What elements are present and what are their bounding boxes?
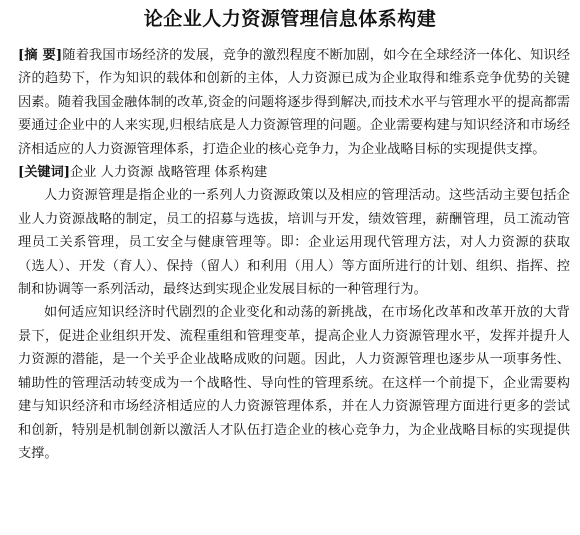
abstract-paragraph bbox=[18, 44, 570, 161]
keywords-line bbox=[18, 161, 570, 184]
document-body bbox=[18, 44, 570, 465]
body-paragraph-1: 人力资源管理是指企业的一系列人力资源政策以及相应的管理活动。这些活动主要包括企业人力资源战略的制定，员工的招募与选拔，培训与开发，绩效管理，薪酬管理，员工流动管理员工关系管理，员工安全与健康管理等。即：企业运用现代管理方法，对人力资源的获取（选人）、开发（育人）、保持（留人）和利用（用人）等方面所进行的计划、组织、指挥、控制和协调等一系列活动，最终达到实现企业发展目标的一种管理行为。 bbox=[18, 188, 570, 298]
document-title: 论企业人力资源管理信息体系构建 bbox=[143, 8, 437, 30]
keywords-label: [关键词] bbox=[18, 165, 71, 181]
abstract-text: 随着我国市场经济的发展，竞争的激烈程度不断加剧，如今在全球经济一体化、知识经济的趋势下，作为知识的载体和创新的主体，人力资源已成为企业取得和维系竞争优势的关键因素。随着我国金融体制的改革,资金的问题将逐步得到解决,而技术水平与管理水平的提高都需要通过企业中的人来实现,归根结底是人力资源管理的问题。企业需要构建与知识经济和市场经济相适应的人力资源管理体系，打造企业的核心竞争力，为企业战略目标的实现提供支撑。 bbox=[18, 48, 570, 157]
abstract-label: [摘 要] bbox=[18, 48, 63, 63]
keywords-text: 企业 人力资源 战略管理 体系构建 bbox=[70, 165, 268, 181]
body-paragraph-2: 如何适应知识经济时代剧烈的企业变化和动荡的新挑战，在市场化改革和改革开放的大背景下，促进企业组织开发、流程重组和管理变革，提高企业人力资源管理水平，发挥并提升人力资源的潜能，是一个关乎企业战略成败的问题。因此，人力资源管理也逐步从一项事务性、辅助性的管理活动转变成为一个战略性、导向性的管理系统。在这样一个前提下，企业需要构建与知识经济和市场经济相适应的人力资源管理体系，并在人力资源管理方面进行更多的尝试和创新，特别是机制创新以激活人才队伍打造企业的核心竞争力，为企业战略目标的实现提供支撑。 bbox=[18, 305, 570, 461]
